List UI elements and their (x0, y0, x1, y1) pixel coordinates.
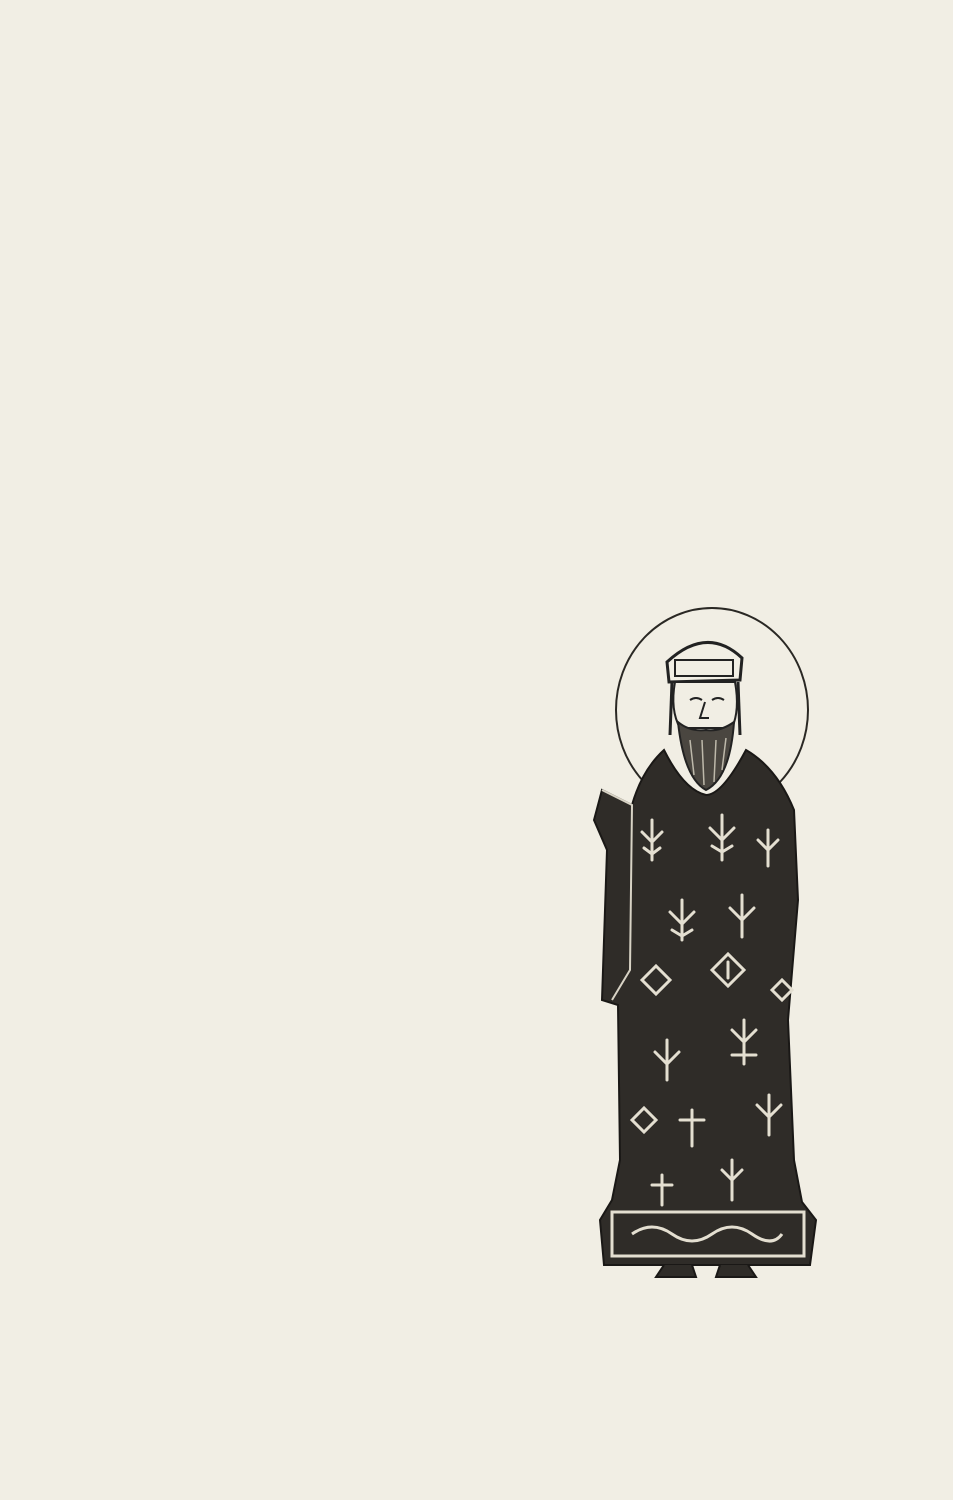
emperor-miniature-illustration (572, 600, 842, 1285)
emperor-miniature-figure (572, 600, 842, 1285)
column-first-line (90, 549, 822, 585)
